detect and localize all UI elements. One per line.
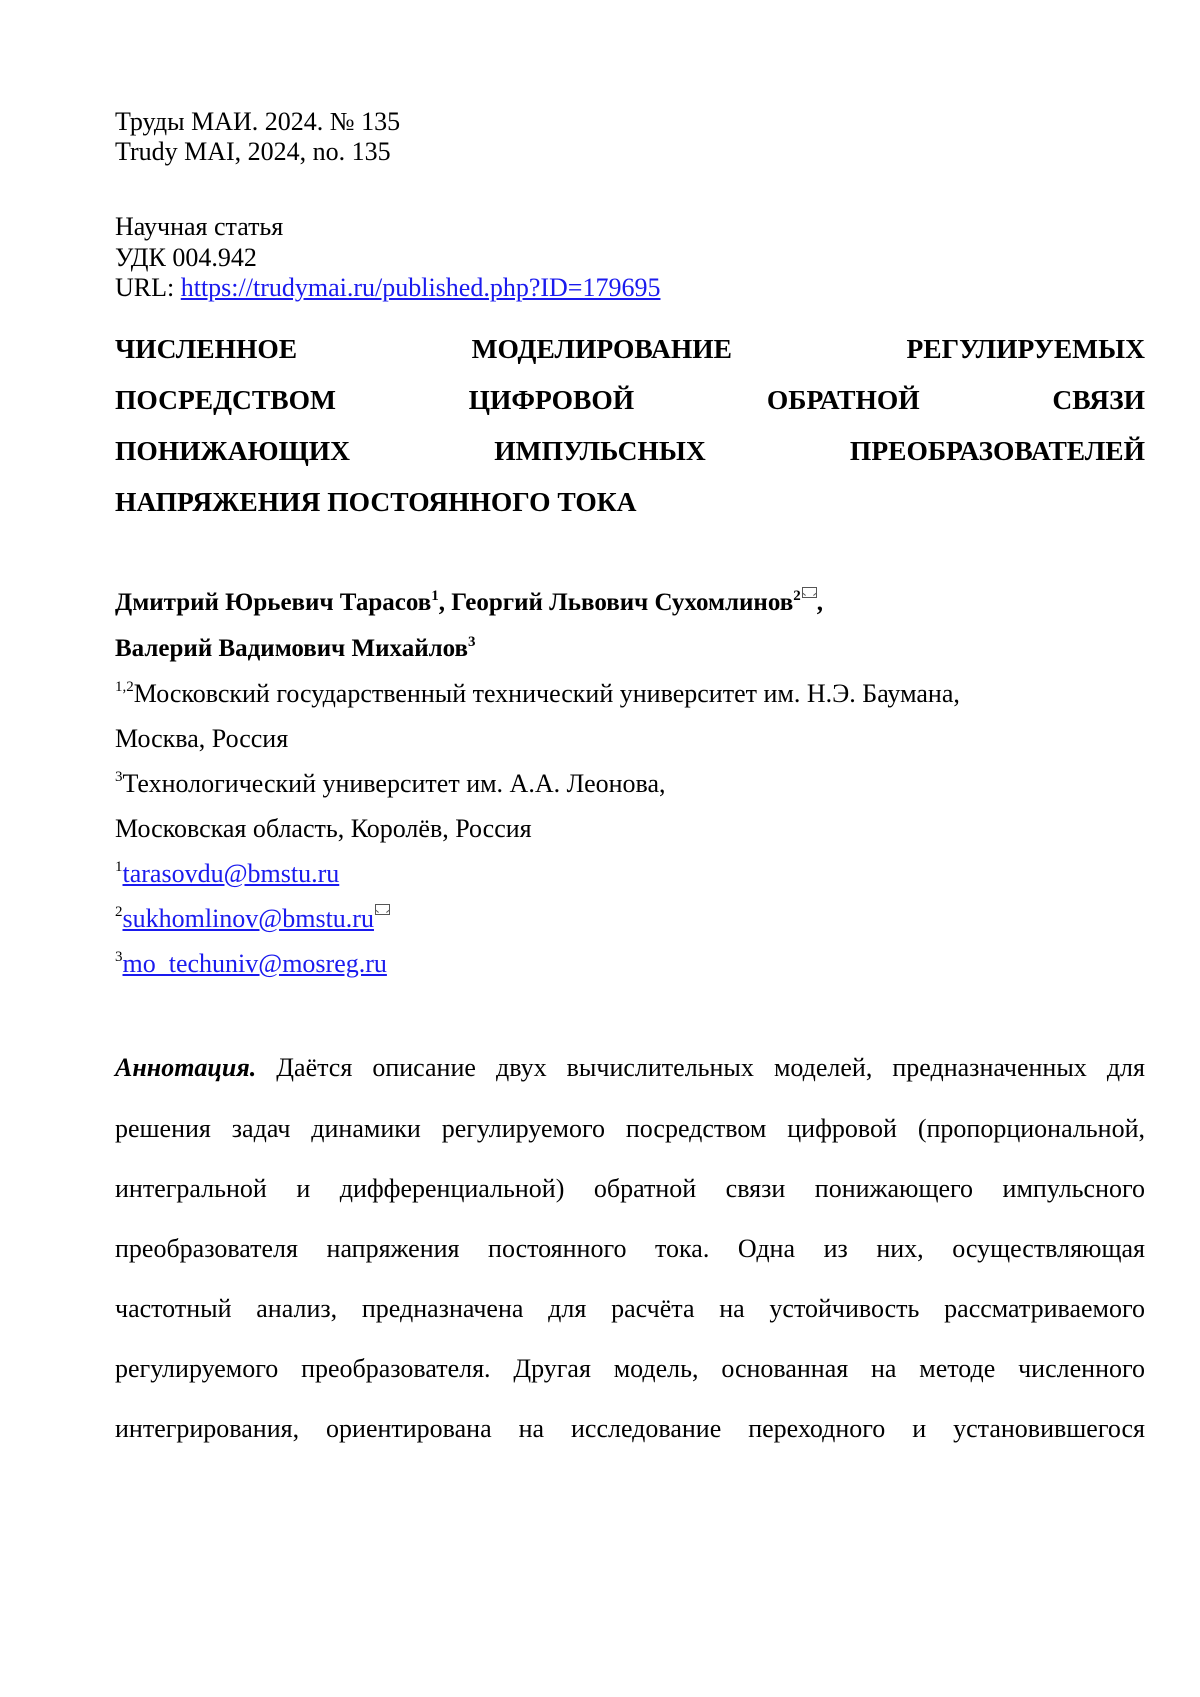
affiliation-text: Технологический университет им. А.А. Леонова, bbox=[123, 769, 666, 798]
url-line bbox=[115, 272, 660, 304]
author-separator: , bbox=[439, 589, 445, 616]
abstract-line-6: регулируемого преобразователя. Другая модель, основанная на методе численного bbox=[115, 1353, 1145, 1385]
abstract-label: Аннотация. bbox=[115, 1053, 256, 1082]
envelope-icon bbox=[375, 904, 390, 915]
udk-code: УДК 004.942 bbox=[115, 242, 257, 274]
affiliation-1-line-1 bbox=[115, 678, 960, 710]
author-sup: 3 bbox=[468, 634, 476, 650]
affiliation-2-line-1 bbox=[115, 768, 666, 800]
affiliation-2-line-2: Московская область, Королёв, Россия bbox=[115, 813, 532, 845]
envelope-icon bbox=[802, 587, 817, 598]
author-separator: , bbox=[817, 589, 823, 616]
authors-line-2 bbox=[115, 633, 476, 665]
affiliation-text: Московский государственный технический университет им. Н.Э. Баумана, bbox=[134, 679, 960, 708]
author-name: Георгий Львович Сухомлинов bbox=[451, 589, 793, 616]
abstract-line-3: интегральной и дифференциальной) обратной связи понижающего импульсного bbox=[115, 1173, 1145, 1205]
journal-title-ru: Труды МАИ. 2024. № 135 bbox=[115, 106, 400, 138]
abstract-text: Даётся описание двух вычислительных моделей, предназначенных для bbox=[256, 1053, 1145, 1082]
author-sup: 2 bbox=[793, 588, 801, 604]
affiliation-sup: 1,2 bbox=[115, 679, 134, 695]
title-line-3: ПОНИЖАЮЩИХ ИМПУЛЬСНЫХ ПРЕОБРАЗОВАТЕЛЕЙ bbox=[115, 434, 1145, 468]
email-sup: 1 bbox=[115, 859, 123, 875]
email-sup: 3 bbox=[115, 949, 123, 965]
abstract-line-1 bbox=[115, 1052, 1145, 1084]
journal-title-en: Trudy MAI, 2024, no. 135 bbox=[115, 136, 391, 168]
article-url-link[interactable]: https://trudymai.ru/published.php?ID=179695 bbox=[181, 273, 661, 302]
article-page bbox=[115, 0, 1145, 1697]
title-line-2: ПОСРЕДСТВОМ ЦИФРОВОЙ ОБРАТНОЙ СВЯЗИ bbox=[115, 383, 1145, 417]
affiliation-sup: 3 bbox=[115, 769, 123, 785]
abstract-line-2: решения задач динамики регулируемого посредством цифровой (пропорциональной, bbox=[115, 1113, 1145, 1145]
email-link-mikhailov[interactable]: mo_techuniv@mosreg.ru bbox=[123, 949, 387, 978]
url-label: URL: bbox=[115, 273, 181, 302]
email-sup: 2 bbox=[115, 904, 123, 920]
title-line-4: НАПРЯЖЕНИЯ ПОСТОЯННОГО ТОКА bbox=[115, 485, 1145, 519]
email-line-3 bbox=[115, 948, 387, 980]
article-type: Научная статья bbox=[115, 211, 283, 243]
abstract-line-4: преобразователя напряжения постоянного тока. Одна из них, осуществляющая bbox=[115, 1233, 1145, 1265]
email-line-2 bbox=[115, 903, 390, 935]
affiliation-1-line-2: Москва, Россия bbox=[115, 723, 288, 755]
author-name: Дмитрий Юрьевич Тарасов bbox=[115, 589, 431, 616]
title-line-1: ЧИСЛЕННОЕ МОДЕЛИРОВАНИЕ РЕГУЛИРУЕМЫХ bbox=[115, 332, 1145, 366]
abstract-line-5: частотный анализ, предназначена для расчёта на устойчивость рассматриваемого bbox=[115, 1293, 1145, 1325]
email-link-sukhomlinov[interactable]: sukhomlinov@bmstu.ru bbox=[123, 904, 374, 933]
author-sup: 1 bbox=[431, 588, 439, 604]
email-line-1 bbox=[115, 858, 339, 890]
author-name: Валерий Вадимович Михайлов bbox=[115, 635, 468, 662]
authors-line-1 bbox=[115, 587, 823, 619]
abstract-line-7: интегрирования, ориентирована на исследование переходного и установившегося bbox=[115, 1413, 1145, 1445]
email-link-tarasov[interactable]: tarasovdu@bmstu.ru bbox=[123, 859, 340, 888]
